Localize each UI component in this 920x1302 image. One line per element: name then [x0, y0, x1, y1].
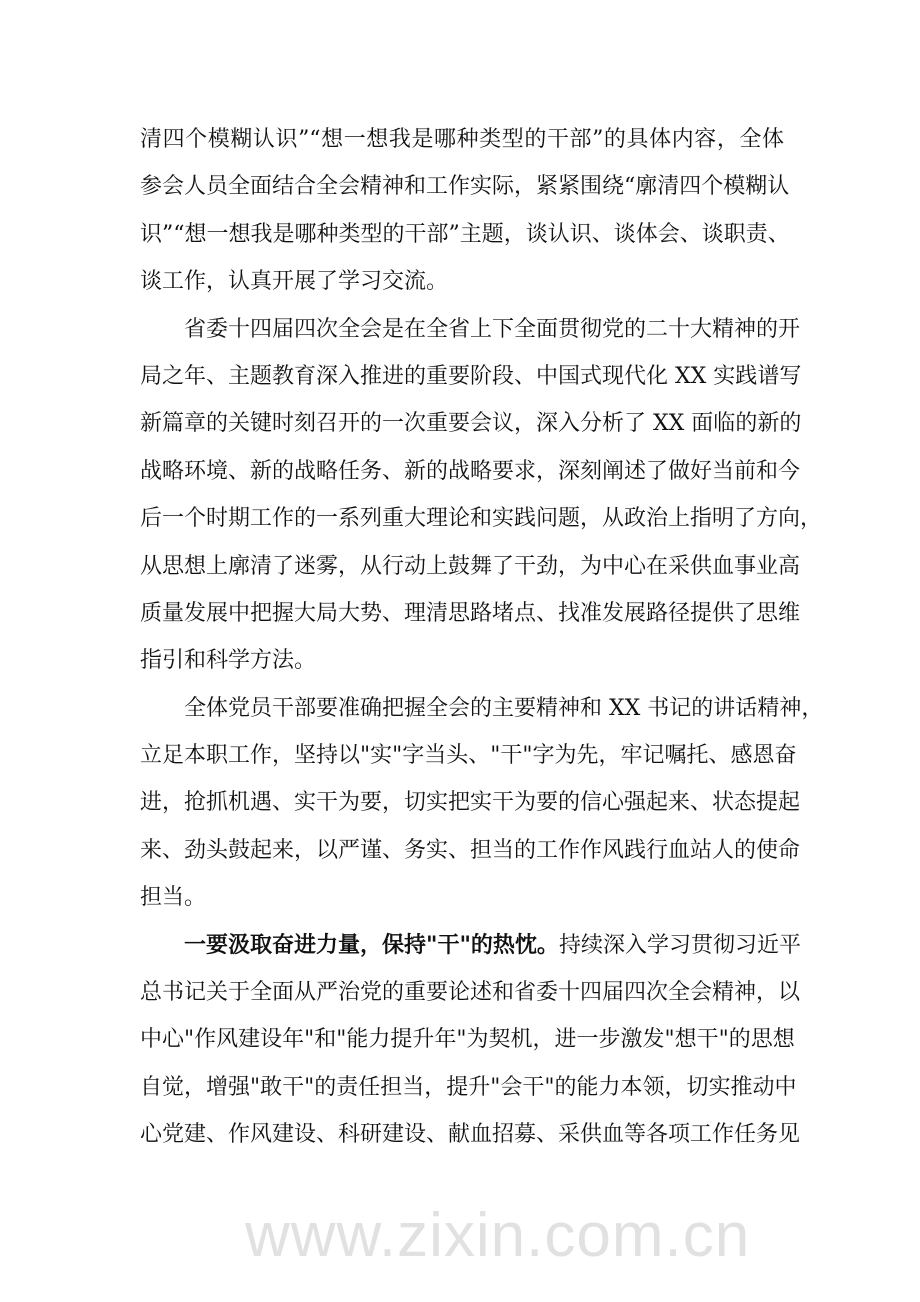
text-line: 进，抢抓机遇、实干为要，切实把实干为要的信心强起来、状态提起 [140, 790, 801, 816]
text-line: 总书记关于全面从严治党的重要论述和省委十四届四次全会精神，以 [140, 980, 801, 1006]
text-line: 局之年、主题教育深入推进的重要阶段、中国式现代化 XX 实践谱写 [140, 363, 802, 389]
paragraph-3 [140, 685, 824, 922]
text-line: 参会人员全面结合全会精神和工作实际，紧紧围绕“廓清四个模糊认 [140, 174, 790, 200]
text-line: 新篇章的关键时刻召开的一次重要会议，深入分析了 XX 面临的新的 [140, 411, 802, 437]
text-line: 中心"作风建设年"和"能力提升年"为契机，进一步激发"想干"的思想 [140, 1027, 795, 1053]
document-body [140, 116, 824, 1159]
text-line: 后一个时期工作的一系列重大理论和实践问题，从政治上指明了方向， [140, 506, 823, 532]
text-line: 担当。 [140, 885, 207, 911]
text-line: 识”“想一想我是哪种类型的干部”主题，谈认识、谈体会、谈职责、 [140, 221, 790, 247]
text-line: 自觉，增强"敢干"的责任担当，提升"会干"的能力本领，切实推动中 [140, 1074, 797, 1100]
text-line: 省委十四届四次全会是在全省上下全面贯彻党的二十大精神的开 [184, 316, 801, 342]
text-line: 质量发展中把握大局大势、理清思路堵点、找准发展路径提供了思维 [140, 600, 801, 626]
paragraph-4 [140, 922, 801, 1159]
paragraph-1 [140, 116, 790, 306]
paragraph-2 [140, 306, 823, 685]
text-line: 立足本职工作，坚持以"实"字当头、"干"字为先，牢记嘱托、感恩奋 [140, 743, 797, 769]
text-line: 清四个模糊认识”“想一想我是哪种类型的干部”的具体内容，全体 [140, 127, 784, 152]
text-line: 全体党员干部要准确把握全会的主要精神和 XX 书记的讲话精神， [184, 695, 824, 721]
text-line: 来、劲头鼓起来，以严谨、务实、担当的工作作风践行血站人的使命 [140, 837, 801, 863]
text-line: 战略环境、新的战略任务、新的战略要求，深刻阐述了做好当前和今 [140, 458, 801, 484]
text-line: 从思想上廓清了迷雾，从行动上鼓舞了干劲，为中心在采供血事业高 [140, 553, 801, 579]
text-line: 谈工作，认真开展了学习交流。 [140, 269, 449, 295]
text-line: 指引和科学方法。 [140, 648, 317, 674]
text-span: 持续深入学习贯彻习近平 [558, 932, 801, 958]
text-line [140, 922, 801, 969]
watermark: www.zixin.com.cn [245, 1201, 751, 1270]
section-heading: 一要汲取奋进力量，保持"干"的热忱。 [184, 931, 559, 958]
text-line: 心党建、作风建设、科研建设、献血招募、采供血等各项工作任务见 [140, 1122, 801, 1148]
